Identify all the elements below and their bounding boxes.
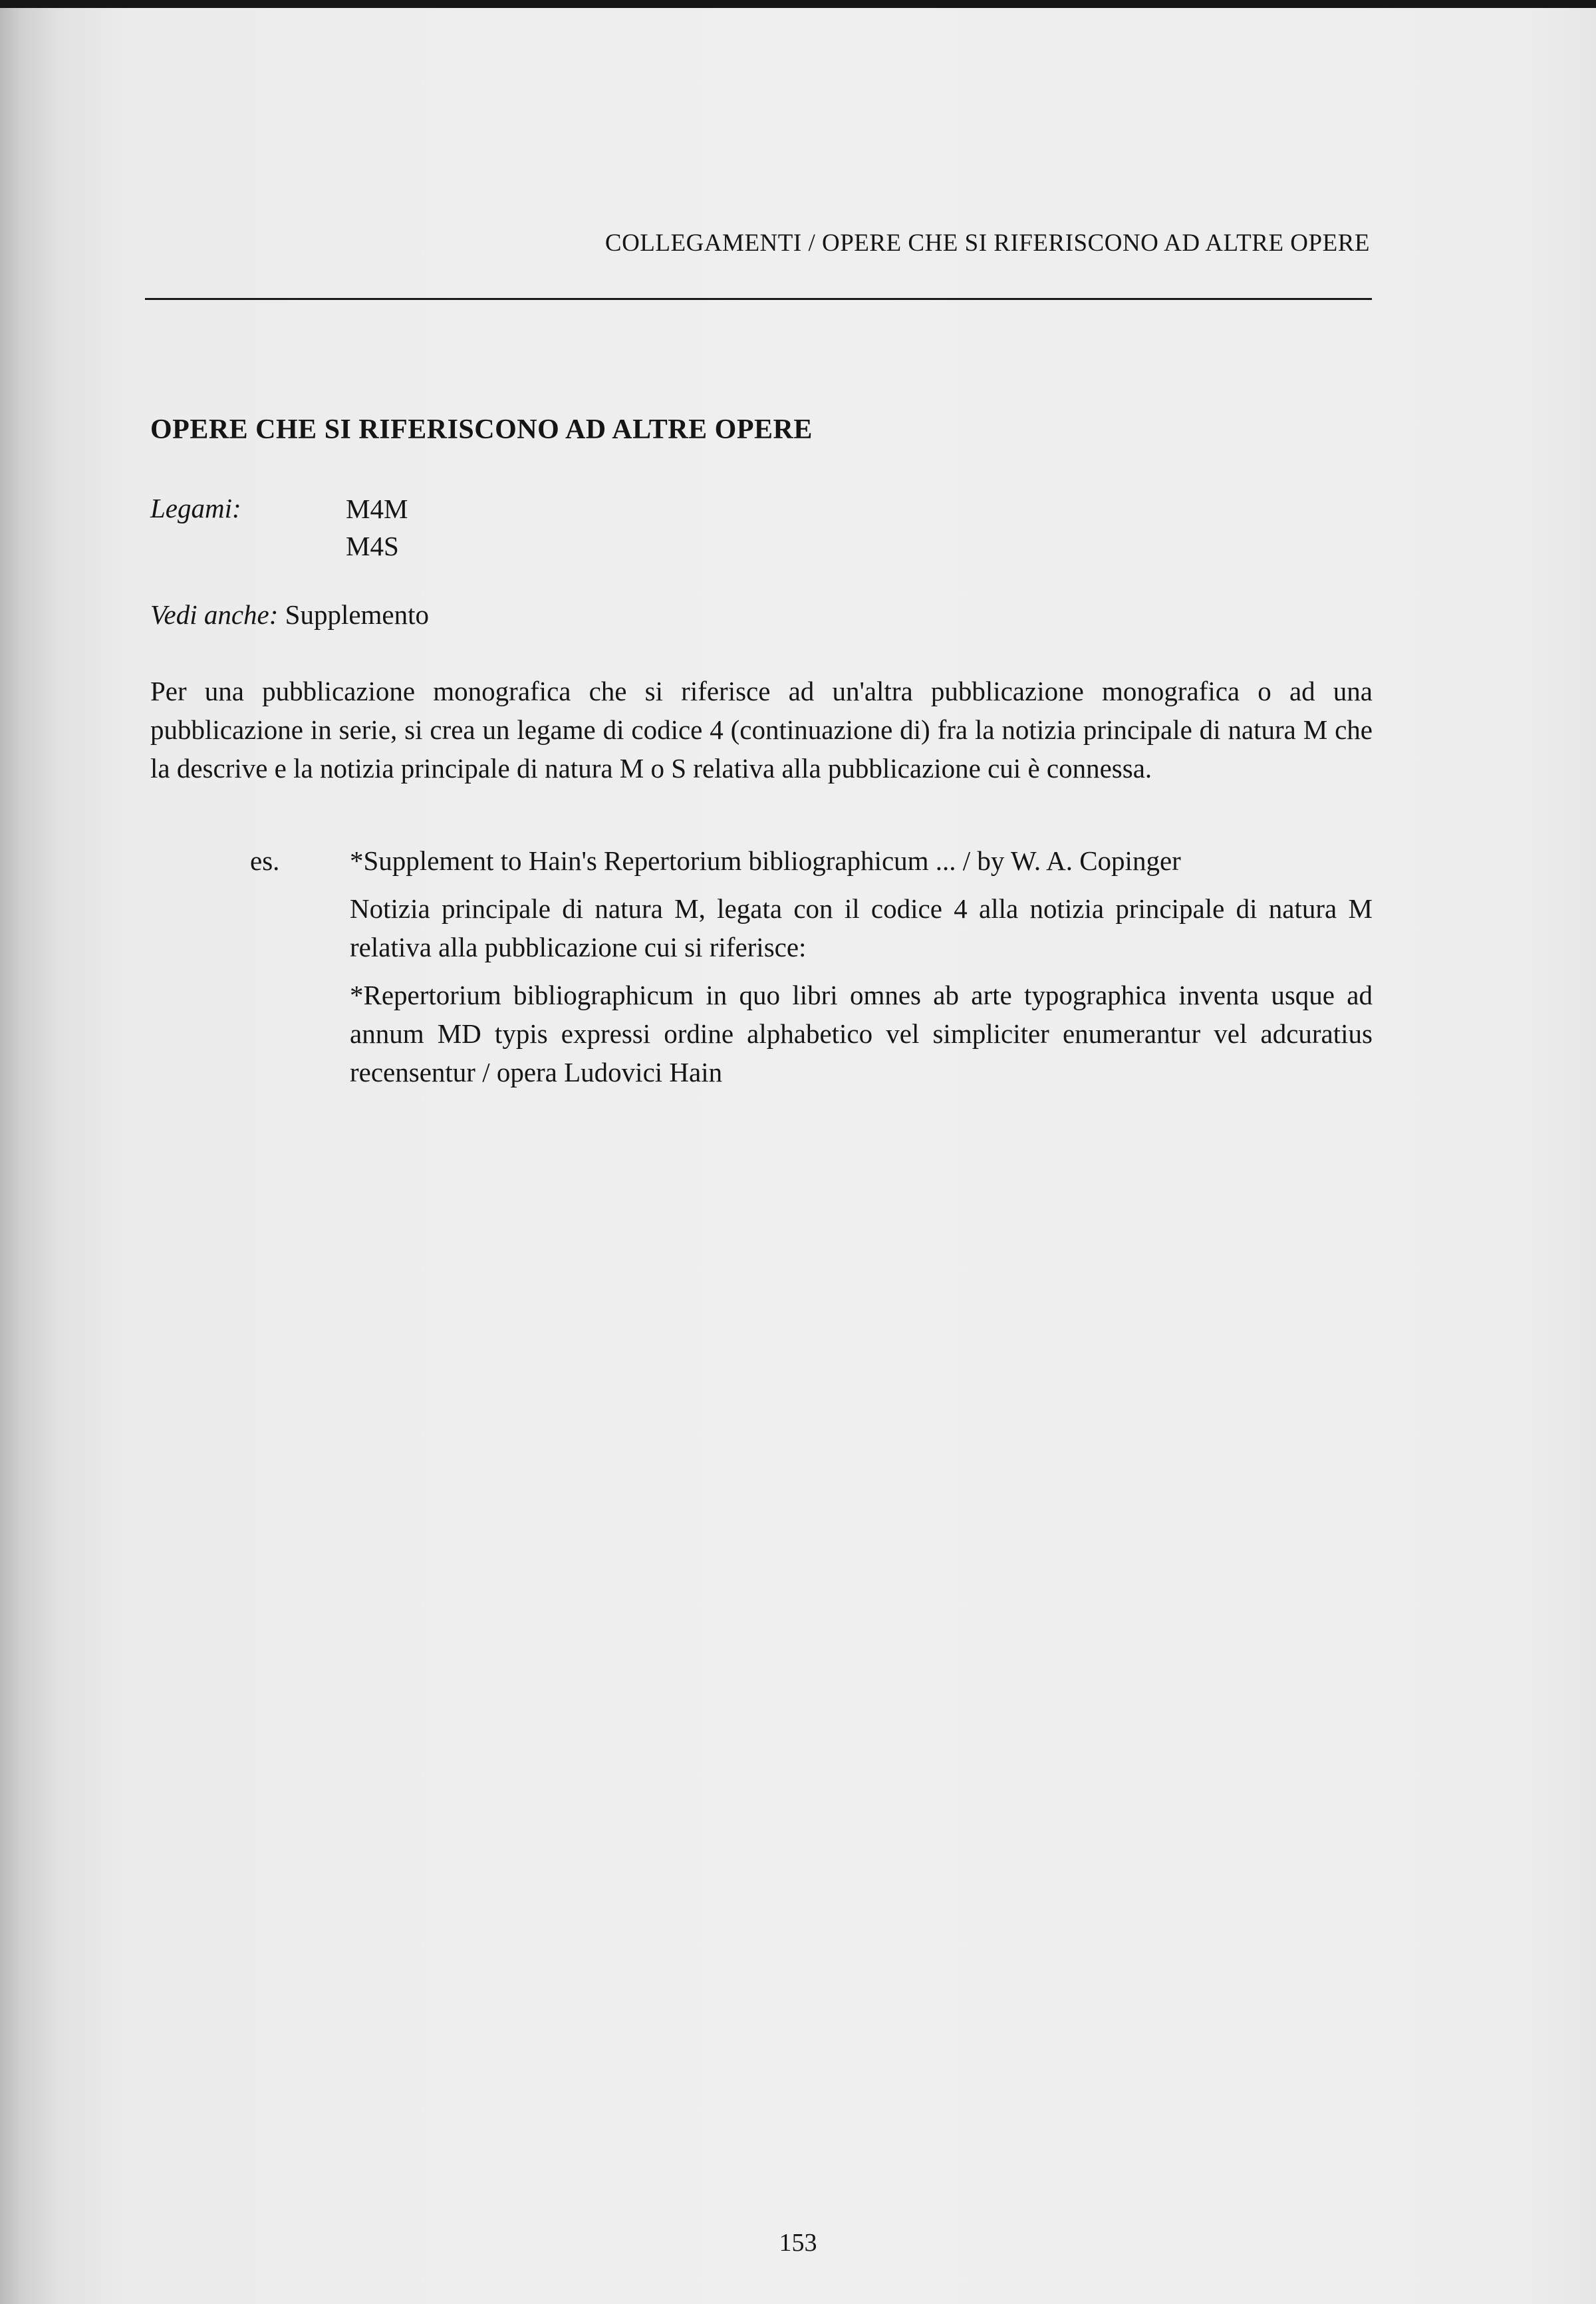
scan-top-edge: [0, 0, 1596, 8]
header-rule: [145, 298, 1372, 300]
main-paragraph: Per una pubblicazione monografica che si riferisce ad un'altra pubblicazione monografica o ad una pubblicazione in serie, si crea un legame di codice 4 (continuazione di) fra la notizia principale di natura M che la descrive e la notizia principale di natura M o S relativa alla pubblicazione cui è connessa.: [150, 676, 1373, 784]
example-label: es.: [250, 845, 280, 876]
vedi-anche-label: Vedi anche:: [150, 599, 279, 630]
running-header: COLLEGAMENTI / OPERE CHE SI RIFERISCONO AD ALTRE OPERE: [604, 229, 1370, 257]
example-related-title: *Repertorium bibliographicum in quo libri omnes ab arte typographica inventa usque ad annum MD typis expressi ordine alphabetico vel simpliciter enumerantur vel adcuratius recensentur / opera Ludovici Hain: [350, 980, 1373, 1087]
vedi-anche: [150, 599, 429, 631]
legami-code: M4M: [346, 494, 408, 524]
legami-code: M4S: [346, 531, 399, 561]
example-title: *Supplement to Hain's Repertorium bibliographicum ... / by W. A. Copinger: [350, 845, 1181, 876]
legami-label: Legami:: [150, 493, 241, 523]
example-note: Notizia principale di natura M, legata con il codice 4 alla notizia principale di natura M relativa alla pubblicazione cui si riferisce:: [350, 893, 1373, 962]
legami-codes: [346, 490, 408, 565]
vedi-anche-value: Supplemento: [285, 599, 430, 630]
page-number: 153: [779, 2229, 817, 2257]
section-title: OPERE CHE SI RIFERISCONO AD ALTRE OPERE: [150, 414, 813, 445]
example-block: [350, 841, 1373, 1101]
